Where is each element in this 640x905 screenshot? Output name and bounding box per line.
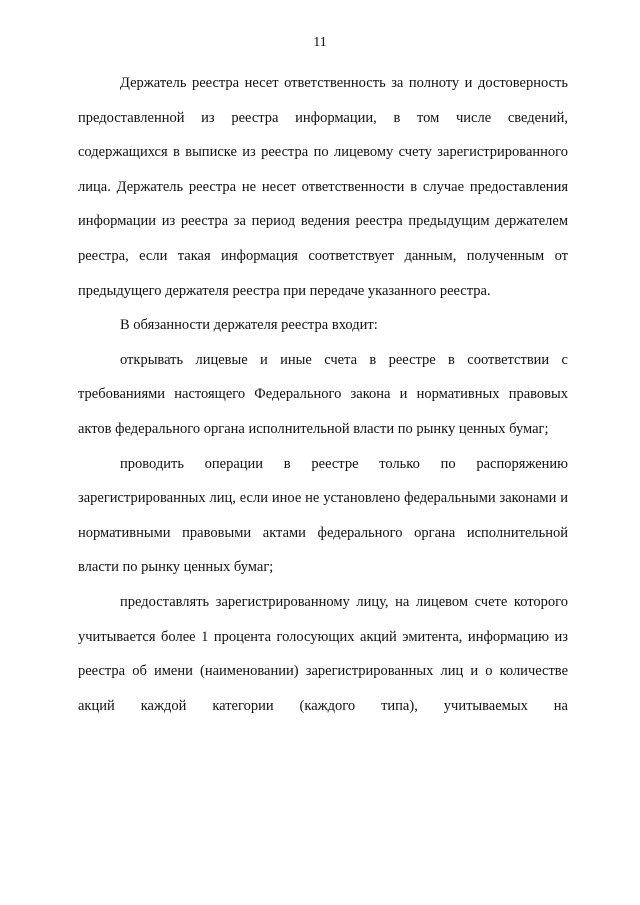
paragraph-registrar-duties-intro: В обязанности держателя реестра входит: [120,317,378,334]
document-body [78,66,568,723]
paragraph-duty-perform-operations: проводить операции в реестре только по распоряжению зарегистрированных лиц, если иное не установлено федеральными законами и нормативными правовыми актами федерального органа исполнительной власти по рынку ценных бумаг; [78,455,568,576]
paragraph-duty-open-accounts: открывать лицевые и иные счета в реестре в соответствии с требованиями настоящего Федерального закона и нормативных правовых актов федерального органа исполнительной власти по рынку ценных бумаг; [78,351,568,437]
paragraph-duty-provide-information: предоставлять зарегистрированному лицу, на лицевом счете которого учитывается более 1 процента голосующих акций эмитента, информацию из реестра об имени (наименовании) зарегистрированных лиц и о количестве акций каждой категории (каждого типа), учитываемых на [78,593,568,714]
page-number: 11 [313,35,327,50]
paragraph-registrar-responsibility: Держатель реестра несет ответственность за полноту и достоверность предоставленной из реестра информации, в том числе сведений, содержащихся в выписке из реестра по лицевому счету зарегистрированного лица. Держатель реестра не несет ответственности в случае предоставления информации из реестра за период ведения реестра предыдущим держателем реестра, если такая информация соответствует данным, полученным от предыдущего держателя реестра при передаче указанного реестра. [78,75,568,299]
